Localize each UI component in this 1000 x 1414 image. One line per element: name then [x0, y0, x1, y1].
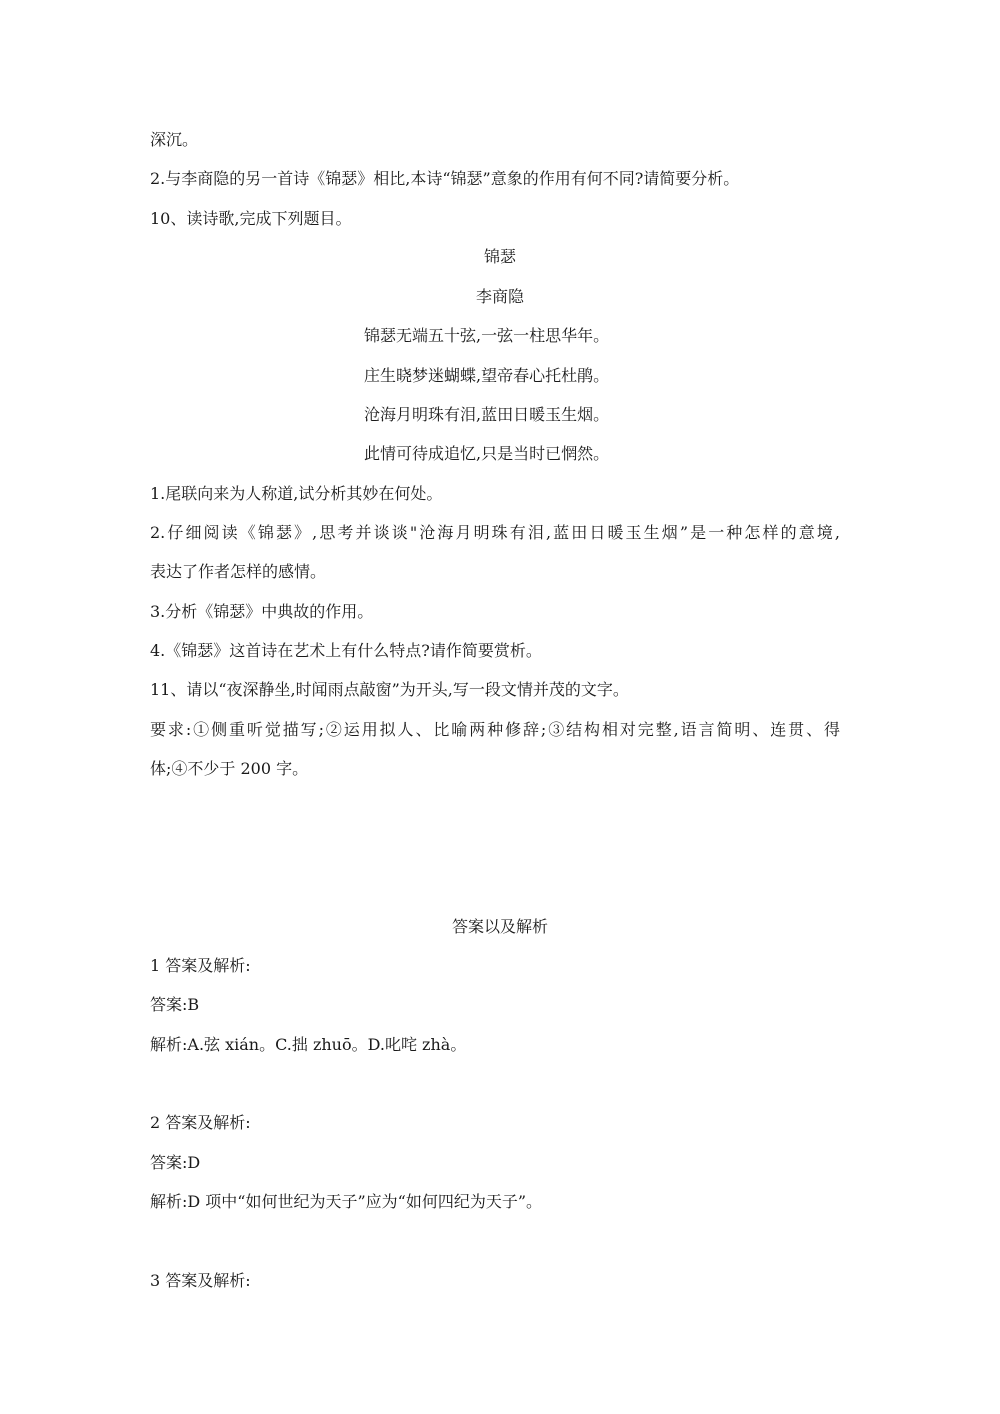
- poem-author: 李商隐: [475, 287, 524, 306]
- answer-1-analysis: 解析:A.弦 xián。C.拙 zhuō。D.叱咤 zhà。: [150, 1035, 467, 1054]
- q10-subquestion-2-line2: 表达了作者怎样的感情。: [150, 562, 327, 581]
- poem-line: 沧海月明珠有泪,蓝田日暖玉生烟。: [364, 405, 610, 424]
- poem-title: 锦瑟: [483, 247, 516, 266]
- q9-subquestion-2: 2.与李商隐的另一首诗《锦瑟》相比,本诗“锦瑟”意象的作用有何不同?请简要分析。: [150, 169, 740, 188]
- answer-2-value: 答案:D: [150, 1153, 201, 1172]
- continued-text: 深沉。: [150, 130, 199, 149]
- q11-prompt: 11、请以“夜深静坐,时闻雨点敲窗”为开头,写一段文情并茂的文字。: [150, 680, 629, 699]
- q11-requirements-line2: 体;④不少于 200 字。: [150, 759, 309, 778]
- poem-line: 此情可待成追忆,只是当时已惘然。: [364, 444, 610, 463]
- answer-2-header: 2 答案及解析:: [150, 1113, 251, 1132]
- answer-1-value: 答案:B: [150, 995, 200, 1014]
- q10-intro: 10、读诗歌,完成下列题目。: [150, 209, 352, 228]
- q10-subquestion-3: 3.分析《锦瑟》中典故的作用。: [150, 602, 374, 621]
- q10-subquestion-2-line1: 2.仔细阅读《锦瑟》,思考并谈谈"沧海月明珠有泪,蓝田日暖玉生烟”是一种怎样的意境,: [150, 523, 840, 542]
- poem-line: 庄生晓梦迷蝴蝶,望帝春心托杜鹃。: [364, 366, 610, 385]
- answer-2-analysis: 解析:D 项中“如何世纪为天子”应为“如何四纪为天子”。: [150, 1192, 543, 1211]
- q10-subquestion-4: 4.《锦瑟》这首诗在艺术上有什么特点?请作简要赏析。: [150, 641, 542, 660]
- q11-requirements-line1: 要求:①侧重听觉描写;②运用拟人、比喻两种修辞;③结构相对完整,语言简明、连贯、得: [150, 720, 840, 739]
- answer-1-header: 1 答案及解析:: [150, 956, 251, 975]
- poem-line: 锦瑟无端五十弦,一弦一柱思华年。: [364, 326, 610, 345]
- answer-3-header: 3 答案及解析:: [150, 1271, 251, 1290]
- q10-subquestion-1: 1.尾联向来为人称道,试分析其妙在何处。: [150, 484, 443, 503]
- answers-heading: 答案以及解析: [451, 917, 548, 936]
